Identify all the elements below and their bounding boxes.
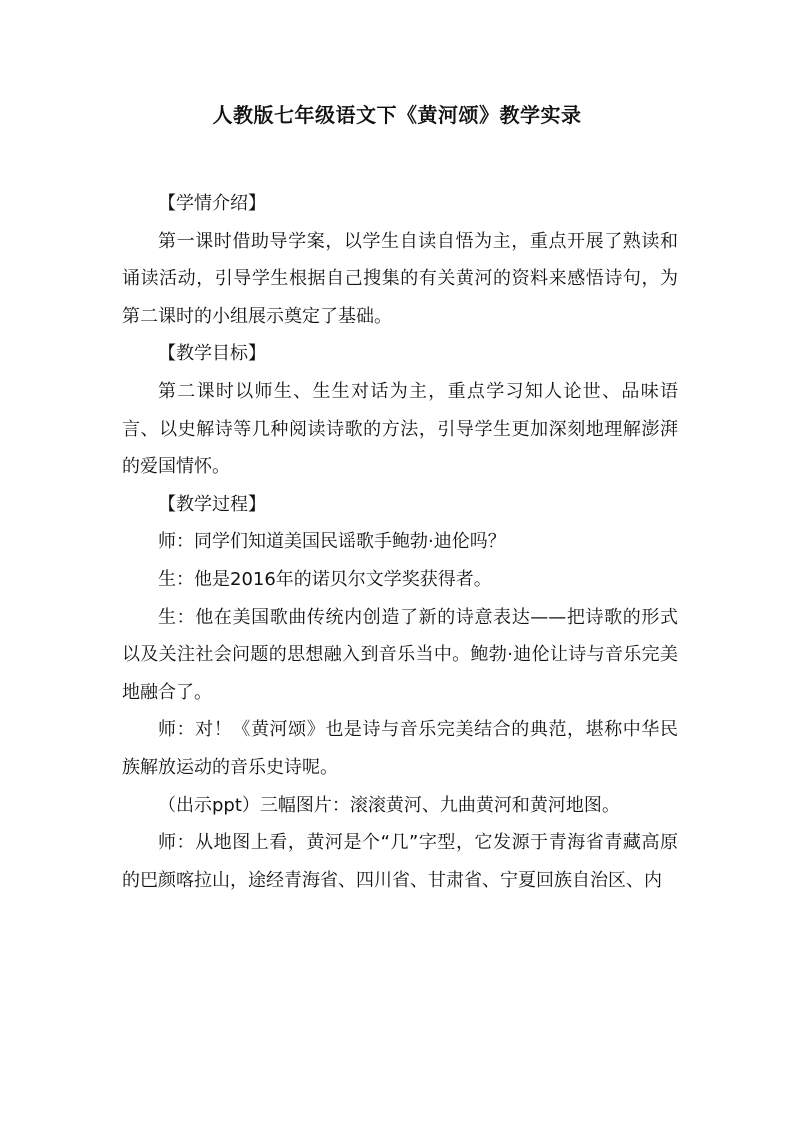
dialogue-paragraph-2: 生：他是2016年的诺贝尔文学奖获得者。 — [158, 568, 492, 590]
dialogue-paragraph-4: 师：对！《黄河颂》也是诗与音乐完美结合的典范，堪称中华民族解放运动的音乐史诗呢。 — [122, 719, 678, 778]
teaching-goals-paragraph: 第二课时以师生、生生对话为主，重点学习知人论世、品味语言、以史解诗等几种阅读诗歌的方法，引导学生更加深刻地理解澎湃的爱国情怀。 — [122, 380, 678, 478]
dialogue-paragraph-3: 生：他在美国歌曲传统内创造了新的诗意表达——把诗歌的形式以及关注社会问题的思想融入到音乐当中。鲍勃·迪伦让诗与音乐完美地融合了。 — [122, 606, 678, 703]
learning-situation-paragraph: 第一课时借助导学案，以学生自读自悟为主，重点开展了熟读和诵读活动，引导学生根据自己搜集的有关黄河的资料来感悟诗句，为第二课时的小组展示奠定了基础。 — [122, 230, 678, 327]
section-heading-teaching-goals: 【教学目标】 — [158, 343, 266, 365]
document-body — [122, 185, 678, 899]
document-title: 人教版七年级语文下《黄河颂》教学实录 — [212, 103, 582, 127]
dialogue-paragraph-5: 师：从地图上看，黄河是个“几”字型，它发源于青海省青藏高原的巴颜喀拉山，途经青海省、四川省、甘肃省、宁夏回族自治区、内 — [122, 832, 678, 891]
section-heading-learning-situation: 【学情介绍】 — [158, 193, 266, 214]
ppt-description-paragraph: （出示ppt）三幅图片：滚滚黄河、九曲黄河和黄河地图。 — [158, 794, 620, 816]
section-heading-teaching-process: 【教学过程】 — [158, 493, 266, 515]
dialogue-paragraph-1: 师：同学们知道美国民谣歌手鲍勃·迪伦吗？ — [158, 531, 506, 553]
